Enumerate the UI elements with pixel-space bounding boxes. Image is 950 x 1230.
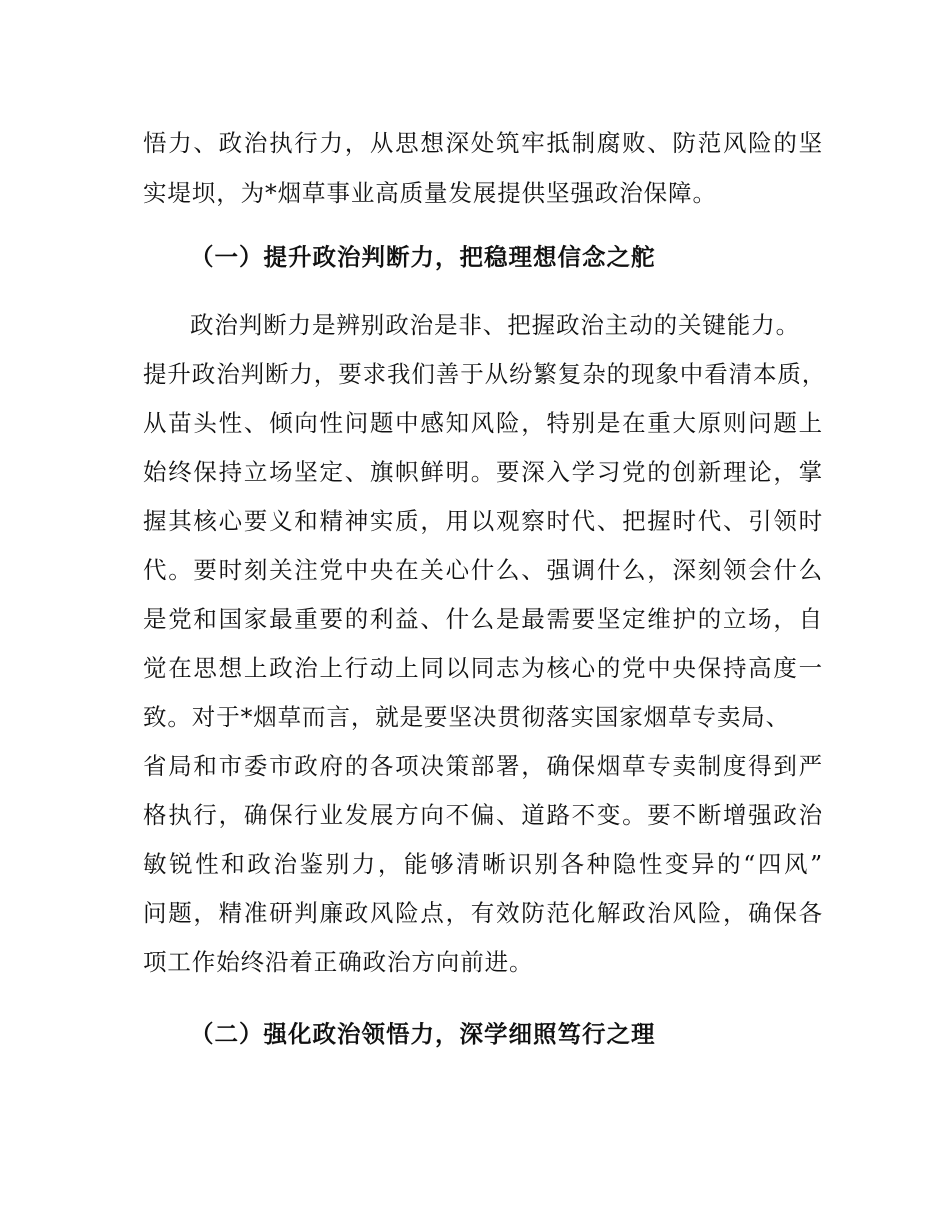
section-1-line-9: 致。对于*烟草而言，就是要坚决贯彻落实国家烟草专卖局、: [143, 703, 791, 731]
section-1-line-13: 问题，精准研判廉政风险点，有效防范化解政治风险，确保各: [143, 899, 823, 927]
section-1-line-2: 提升政治判断力，要求我们善于从纷繁复杂的现象中看清本质，: [143, 360, 827, 388]
section-1-line-14: 项工作始终沿着正确政治方向前进。: [143, 948, 534, 976]
section-1-line-3: 从苗头性、倾向性问题中感知风险，特别是在重大原则问题上: [143, 409, 823, 437]
section-1-heading: （一）提升政治判断力，把稳理想信念之舵: [190, 243, 656, 271]
intro-line-2: 实堤坝，为*烟草事业高质量发展提供坚强政治保障。: [143, 179, 717, 207]
section-1-line-5: 握其核心要义和精神实质，用以观察时代、把握时代、引领时: [143, 507, 823, 535]
section-1-line-1: 政治判断力是辨别政治是非、把握政治主动的关键能力。: [190, 311, 800, 339]
section-1-line-7: 是党和国家最重要的利益、什么是最需要坚定维护的立场，自: [143, 605, 823, 633]
section-1-line-11: 格执行，确保行业发展方向不偏、道路不变。要不断增强政治: [143, 801, 823, 829]
section-1-line-6: 代。要时刻关注党中央在关心什么、强调什么，深刻领会什么: [143, 556, 823, 584]
section-1-line-4: 始终保持立场坚定、旗帜鲜明。要深入学习党的创新理论，掌: [143, 458, 823, 486]
section-1-line-8: 觉在思想上政治上行动上同以同志为核心的党中央保持高度一: [143, 654, 823, 682]
section-1-line-12: 敏锐性和政治鉴别力，能够清晰识别各种隐性变异的“四风”: [143, 850, 823, 878]
section-1-line-10: 省局和市委市政府的各项决策部署，确保烟草专卖制度得到严: [143, 752, 823, 780]
intro-line-1: 悟力、政治执行力，从思想深处筑牢抵制腐败、防范风险的坚: [143, 129, 823, 157]
section-2-heading: （二）强化政治领悟力，深学细照笃行之理: [190, 1020, 656, 1048]
